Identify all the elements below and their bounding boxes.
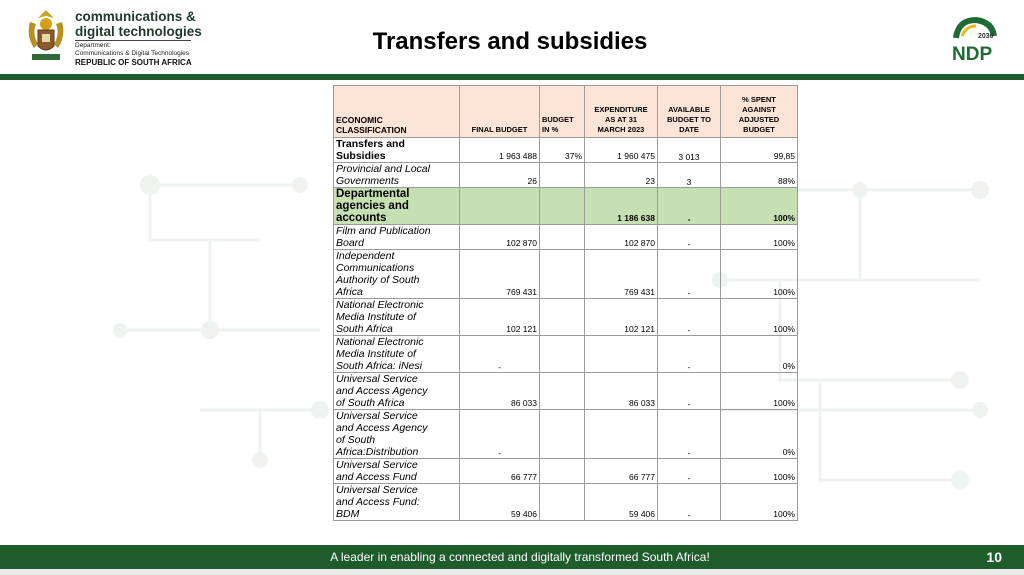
cell-classification (334, 336, 460, 373)
slide-header (0, 0, 1024, 74)
classification-line: Universal Service (336, 459, 418, 471)
cell-budget-pct (540, 336, 585, 373)
table-row (334, 225, 798, 250)
classification-line: Board (336, 237, 365, 249)
header-spent-line: BUDGET (743, 125, 775, 134)
cell-available: - (658, 250, 721, 299)
classification-line: Departmental (336, 188, 410, 200)
cell-spent: 100% (721, 373, 798, 410)
classification-line: Transfers and (336, 138, 405, 150)
cell-final-budget: 59 406 (460, 484, 540, 521)
cell-expenditure: 66 777 (585, 459, 658, 484)
cell-available: - (658, 410, 721, 459)
header-expenditure (585, 86, 658, 138)
cell-budget-pct (540, 410, 585, 459)
cell-classification (334, 373, 460, 410)
classification-line: Media Institute of (336, 311, 416, 323)
cell-budget-pct (540, 225, 585, 250)
header-expenditure-line: AS AT 31 (604, 115, 638, 124)
cell-final-budget: 102 121 (460, 299, 540, 336)
ndp-year: 2030 (978, 33, 994, 40)
transfers-table (333, 85, 798, 521)
country-name: REPUBLIC OF SOUTH AFRICA (75, 58, 192, 67)
header-budget-pct-line: BUDGET (542, 115, 574, 124)
classification-line: and Access Fund (336, 471, 417, 483)
cell-classification (334, 188, 460, 225)
table-row (334, 336, 798, 373)
cell-available: - (658, 459, 721, 484)
header-green-bar (0, 74, 1024, 80)
header-classification-line: CLASSIFICATION (336, 125, 407, 135)
table-row (334, 138, 798, 163)
classification-line: Universal Service (336, 410, 418, 422)
table-row (334, 484, 798, 521)
ndp-text: NDP (952, 44, 993, 64)
cell-available: - (658, 336, 721, 373)
table-row (334, 163, 798, 188)
classification-line: Film and Publication (336, 225, 431, 237)
header-pct-spent (721, 86, 798, 138)
cell-final-budget: 102 870 (460, 225, 540, 250)
cell-final-budget: 1 963 488 (460, 138, 540, 163)
cell-classification (334, 410, 460, 459)
cell-available: - (658, 484, 721, 521)
table-row (334, 250, 798, 299)
cell-expenditure (585, 336, 658, 373)
classification-line: of South (336, 434, 376, 446)
department-name-line2: digital technologies (75, 24, 202, 39)
header-expenditure-line: MARCH 2023 (597, 125, 645, 134)
classification-line: and Access Fund: (336, 496, 420, 508)
cell-expenditure: 23 (585, 163, 658, 188)
slide-footer (0, 545, 1024, 569)
cell-expenditure: 59 406 (585, 484, 658, 521)
cell-spent: 100% (721, 459, 798, 484)
header-classification (334, 86, 460, 138)
cell-final-budget (460, 188, 540, 225)
transfers-table-container (333, 85, 798, 521)
coat-of-arms-icon (24, 8, 68, 64)
classification-line: BDM (336, 508, 360, 520)
cell-classification (334, 163, 460, 188)
cell-budget-pct: 37% (540, 138, 585, 163)
cell-spent: 0% (721, 336, 798, 373)
footer-tagline: A leader in enabling a connected and digitally transformed South Africa! (330, 550, 710, 564)
cell-final-budget: 86 033 (460, 373, 540, 410)
classification-line: National Electronic (336, 336, 424, 348)
classification-line: and Access Agency (336, 422, 428, 434)
classification-line: Africa (336, 286, 363, 298)
table-row (334, 410, 798, 459)
cell-spent: 100% (721, 299, 798, 336)
cell-budget-pct (540, 484, 585, 521)
table-row (334, 373, 798, 410)
header-spent-line: % SPENT (742, 95, 776, 104)
page-title: Transfers and subsidies (372, 28, 648, 55)
cell-final-budget: - (460, 336, 540, 373)
cell-final-budget: 26 (460, 163, 540, 188)
classification-line: Authority of South (336, 274, 420, 286)
classification-line: and Access Agency (336, 385, 428, 397)
bottom-strip (0, 569, 1024, 575)
cell-spent: 99,85 (721, 138, 798, 163)
header-budget-pct-line: IN % (542, 125, 559, 134)
cell-budget-pct (540, 299, 585, 336)
cell-classification (334, 250, 460, 299)
cell-available: - (658, 225, 721, 250)
cell-spent: 100% (721, 188, 798, 225)
header-available-budget (658, 86, 721, 138)
classification-line: Governments (336, 175, 400, 187)
cell-expenditure: 102 121 (585, 299, 658, 336)
cell-available: 3 013 (658, 138, 721, 163)
cell-available: 3 (658, 163, 721, 188)
header-available-line: DATE (679, 125, 699, 134)
cell-spent: 88% (721, 163, 798, 188)
cell-expenditure: 1 960 475 (585, 138, 658, 163)
classification-line: agencies and (336, 200, 409, 212)
classification-line: accounts (336, 212, 387, 224)
cell-available: - (658, 188, 721, 225)
header-available-line: AVAILABLE (668, 105, 710, 114)
cell-final-budget: - (460, 410, 540, 459)
cell-spent: 100% (721, 225, 798, 250)
cell-expenditure: 1 186 638 (585, 188, 658, 225)
cell-classification (334, 138, 460, 163)
header-spent-line: AGAINST (742, 105, 776, 114)
cell-final-budget: 66 777 (460, 459, 540, 484)
cell-spent: 100% (721, 484, 798, 521)
classification-line: of South Africa (336, 397, 405, 409)
department-divider (75, 40, 191, 41)
header-final-budget (460, 86, 540, 138)
cell-spent: 100% (721, 250, 798, 299)
cell-expenditure: 769 431 (585, 250, 658, 299)
page-number: 10 (986, 549, 1002, 565)
cell-expenditure: 86 033 (585, 373, 658, 410)
header-budget-pct (540, 86, 585, 138)
cell-classification (334, 484, 460, 521)
cell-classification (334, 299, 460, 336)
header-available-line: BUDGET TO (666, 115, 712, 124)
cell-classification (334, 225, 460, 250)
department-name-line1: communications & (75, 9, 196, 24)
cell-expenditure: 102 870 (585, 225, 658, 250)
cell-expenditure (585, 410, 658, 459)
cell-budget-pct (540, 459, 585, 484)
table-row (334, 188, 798, 225)
classification-line: South Africa (336, 323, 393, 335)
classification-line: Independent (336, 250, 395, 262)
classification-line: Universal Service (336, 484, 418, 496)
cell-budget-pct (540, 188, 585, 225)
cell-available: - (658, 299, 721, 336)
classification-line: Universal Service (336, 373, 418, 385)
department-name (75, 9, 202, 39)
classification-line: National Electronic (336, 299, 424, 311)
header-expenditure-line: EXPENDITURE (594, 105, 648, 114)
header-final-budget-line: FINAL BUDGET (471, 125, 528, 134)
classification-line: Subsidies (336, 150, 386, 162)
department-full: Communications & Digital Technologies (75, 50, 190, 57)
cell-final-budget: 769 431 (460, 250, 540, 299)
table-header-row (334, 86, 798, 138)
department-full-name (75, 42, 189, 58)
cell-budget-pct (540, 250, 585, 299)
table-row (334, 299, 798, 336)
classification-line: Provincial and Local (336, 163, 430, 175)
cell-budget-pct (540, 163, 585, 188)
cell-budget-pct (540, 373, 585, 410)
classification-line: Communications (336, 262, 415, 274)
header-classification-line: ECONOMIC (336, 115, 383, 125)
department-label: Department: (75, 42, 111, 49)
cell-available: - (658, 373, 721, 410)
classification-line: South Africa: iNesi (336, 360, 422, 372)
cell-spent: 0% (721, 410, 798, 459)
ndp-2030-logo-icon (948, 16, 1000, 64)
cell-classification (334, 459, 460, 484)
table-body (334, 138, 798, 521)
classification-line: Africa:Distribution (336, 446, 419, 458)
classification-line: Media Institute of (336, 348, 416, 360)
header-spent-line: ADJUSTED (738, 115, 780, 124)
table-row (334, 459, 798, 484)
